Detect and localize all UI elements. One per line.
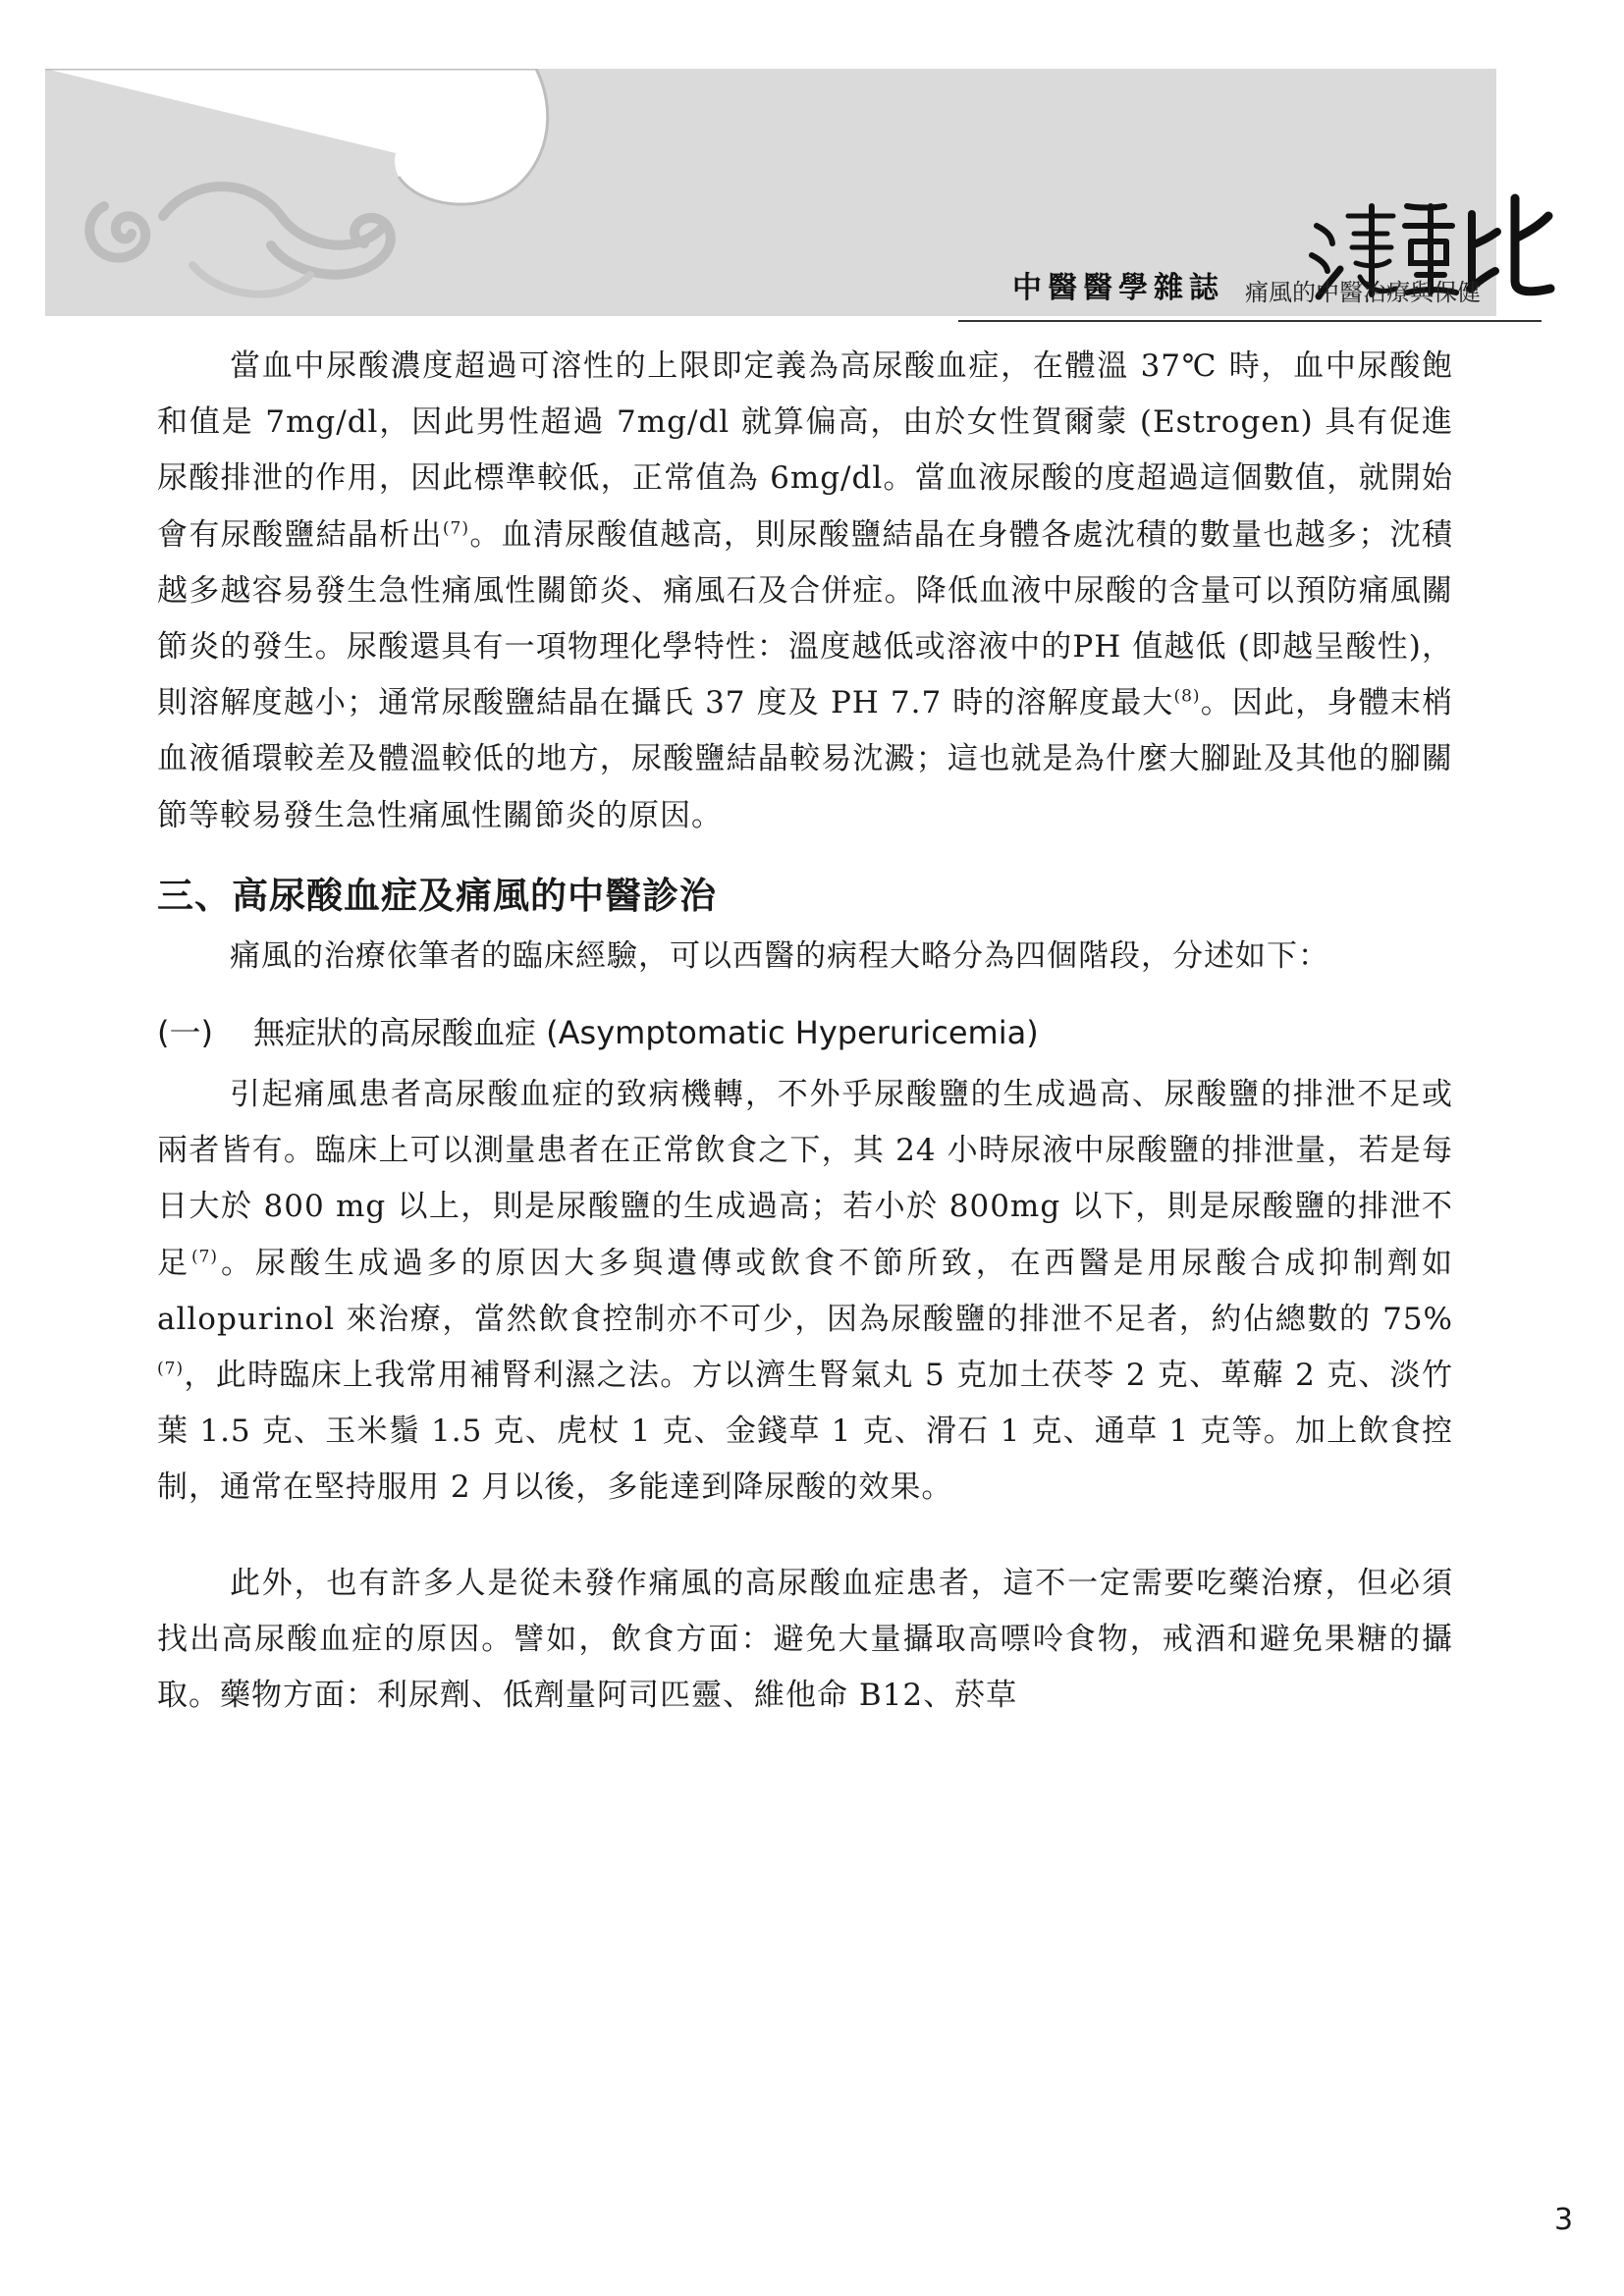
citation-ref: (7) [442, 518, 469, 539]
paragraph-hyperuricemia-mechanism: 引起痛風患者高尿酸血症的致病機轉，不外乎尿酸鹽的生成過高、尿酸鹽的排泄不足或兩者皆有。臨床上可以測量患者在正常飲食之下，其 24 小時尿液中尿酸鹽的排泄量，若是每日大於 800 mg 以上，則是尿酸鹽的生成過高；若小於 800mg 以下，則是尿酸鹽的排泄不足$^{(7)}$。尿酸生成過多的原因大多與遺傳或飲食不節所致，在西醫是用尿酸合成抑制劑如 allopurinol 來治療，當然飲食控制亦不可少，因為尿酸鹽的排泄不足者，約佔總數的 75% $^{(7)}$，此時臨床上我常用補腎利濕之法。方以濟生腎氣丸 5 克加土茯苓 2 克、萆薢 2 克、淡竹葉 1.5 克、玉米鬚 1.5 克、虎杖 1 克、金錢草 1 克、滑石 1 克、通草 1 克等。加上飲食控制，通常在堅持服用 2 月以後，多能達到降尿酸的效果。 [157, 1077, 1454, 1506]
citation-ref: (7) [157, 1359, 185, 1379]
subsection-title: 無症狀的高尿酸血症 (Asymptomatic Hyperuricemia) [253, 1014, 1039, 1052]
page-number: 3 [1554, 2203, 1574, 2237]
article-body [157, 339, 1453, 1724]
citation-ref: (8) [1173, 686, 1201, 707]
running-title: 痛風的中醫治療與保健 [1245, 279, 1481, 306]
paragraph-gap [157, 1517, 1453, 1556]
section-heading: 三、高尿酸血症及痛風的中醫診治 [157, 873, 717, 917]
paragraph-asymptomatic-patients: 此外，也有許多人是從未發作痛風的高尿酸血症患者，這不一定需要吃藥治療，但必須找出高尿酸血症的原因。譬如，飲食方面：避免大量攝取高嘌呤食物，戒酒和避免果糖的攝取。藥物方面：利尿劑、低劑量阿司匹靈、維他命 B12、菸草 [157, 1565, 1453, 1714]
paragraph-uric-acid-definition: 當血中尿酸濃度超過可溶性的上限即定義為高尿酸血症，在體溫 37℃ 時，血中尿酸飽和值是 7mg/dl，因此男性超過 7mg/dl 就算偏高，由於女性賀爾蒙 (Estrogen) 具有促進尿酸排泄的作用，因此標準較低，正常值為 6mg/dl。當血液尿酸的度超過這個數值，就開始會有尿酸鹽結晶析出$^{(7)}$。血清尿酸值越高，則尿酸鹽結晶在身體各處沈積的數量也越多；沈積越多越容易發生急性痛風性關節炎、痛風石及合併症。降低血液中尿酸的含量可以預防痛風關節炎的發生。尿酸還具有一項物理化學特性：溫度越低或溶液中的PH 值越低 (即越呈酸性)，則溶解度越小；通常尿酸鹽結晶在攝氏 37 度及 PH 7.7 時的溶解度最大$^{(8)}$。因此，身體末梢血液循環較差及體溫較低的地方，尿酸鹽結晶較易沈澱；這也就是為什麼大腳趾及其他的腳關節等較易發生急性痛風性關節炎的原因。 [157, 348, 1453, 833]
journal-name: 中醫醫學雜誌 [1012, 271, 1224, 305]
cloud-ornament-icon [45, 69, 595, 316]
citation-ref: (7) [190, 1247, 219, 1267]
paragraph-treatment-stages: 痛風的治療依筆者的臨床經驗，可以西醫的病程大略分為四個階段，分述如下： [230, 937, 1329, 974]
subsection-number: (一) [157, 1014, 213, 1052]
header-divider [958, 320, 1542, 322]
subsection-heading [157, 1008, 1453, 1053]
